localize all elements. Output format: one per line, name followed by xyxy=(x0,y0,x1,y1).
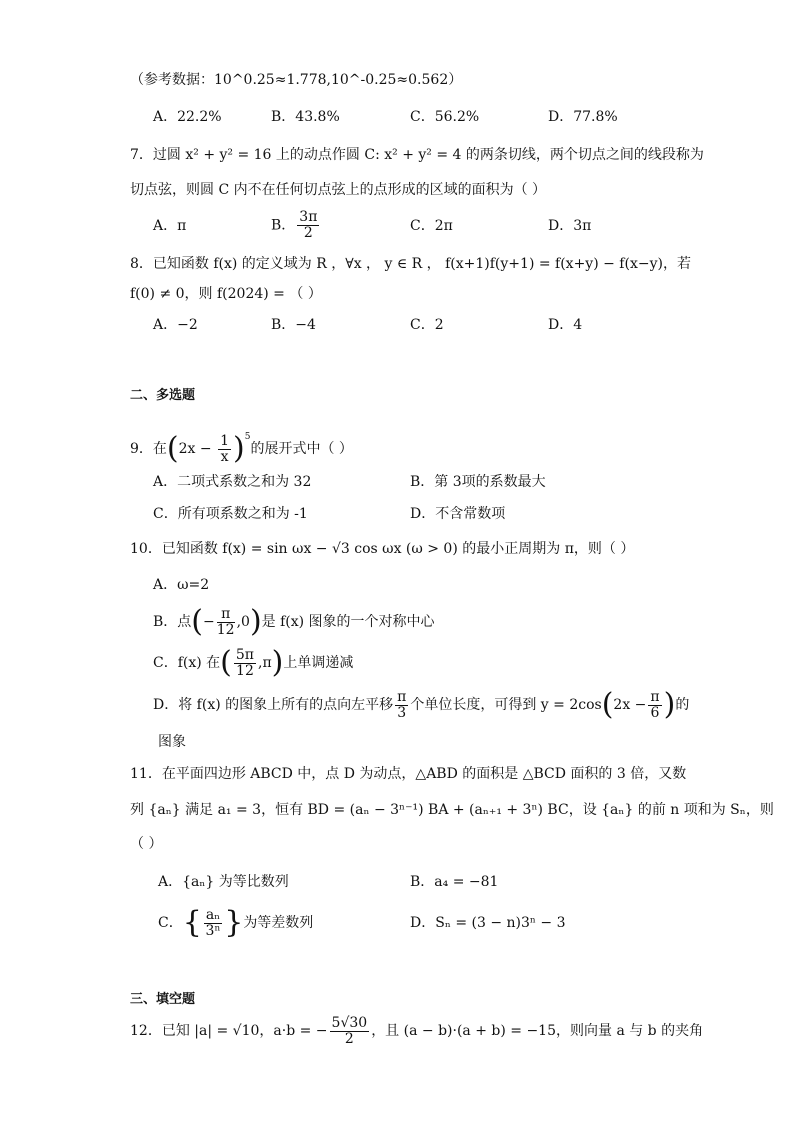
q10-option-d-fraction xyxy=(395,690,408,721)
q7-option-c: C．2π xyxy=(410,218,453,234)
fraction-numerator: 1 xyxy=(220,432,229,449)
q10-option-d-suffix: 的 xyxy=(675,697,690,713)
right-paren: ) xyxy=(233,431,245,466)
q10-option-b-prefix: B．点 xyxy=(153,614,192,630)
q12-suffix: ，且 (a − b)·(a + b) = −15，则向量 a 与 b 的夹角 xyxy=(371,1023,704,1039)
q7-option-b-label: B． xyxy=(271,217,296,234)
q10-option-c xyxy=(153,643,353,683)
q10-option-d-expr: 2x − xyxy=(613,697,647,713)
q10-option-a: A．ω=2 xyxy=(153,577,210,593)
q9-stem xyxy=(130,422,353,465)
q11-option-a: A．{aₙ} 为等比数列 xyxy=(158,874,289,890)
section-heading-multiple-choice: 二、多选题 xyxy=(130,388,196,403)
q10-option-b xyxy=(153,602,435,642)
q10-option-b-fraction xyxy=(217,607,235,638)
fraction-numerator: aₙ xyxy=(205,906,221,923)
q9-power: 5 xyxy=(244,432,251,442)
q9-option-c: C．所有项系数之和为 -1 xyxy=(153,506,308,522)
q10-option-b-tail: ,0 xyxy=(236,614,250,630)
q8-stem-line2: f(0) ≠ 0，则 f(2024) = （ ） xyxy=(130,286,322,302)
left-paren: ( xyxy=(220,645,232,680)
fraction-denominator: 12 xyxy=(216,621,235,638)
fraction-denominator: x xyxy=(220,448,229,465)
q10-option-d-fraction2 xyxy=(648,690,661,721)
q11-option-c-suffix: 为等差数列 xyxy=(243,915,314,931)
q7-stem-line1: 7．过圆 x² + y² = 16 上的动点作圆 C: x² + y² = 4 的两条切线，两个切点之间的线段称为 xyxy=(130,147,704,163)
minus-sign: − xyxy=(203,614,215,630)
left-brace: { xyxy=(182,905,202,940)
q11-stem-line2: 列 {aₙ} 满足 a₁ = 3，恒有 BD = (aₙ − 3ⁿ⁻¹) BA + (aₙ₊₁ + 3ⁿ) BC，设 {aₙ} 的前 n 项和为 Sₙ，则 xyxy=(130,802,774,818)
right-brace: } xyxy=(224,905,244,940)
q9-option-b: B．第 3项的系数最大 xyxy=(410,474,546,490)
q7-option-a: A．π xyxy=(153,218,187,234)
left-paren: ( xyxy=(166,431,179,466)
fraction-denominator: 2 xyxy=(303,225,313,241)
fraction-numerator: π xyxy=(397,688,407,705)
fraction-denominator: 2 xyxy=(344,1030,354,1047)
q6-option-d: D．77.8% xyxy=(548,109,618,125)
q7-stem-line2: 切点弦，则圆 C 内不在任何切点弦上的点形成的区域的面积为（ ） xyxy=(130,182,547,198)
fraction-numerator: 3π xyxy=(299,209,318,225)
section-heading-fill-in: 三、填空题 xyxy=(130,992,196,1007)
q8-option-c: C．2 xyxy=(410,317,444,333)
q10-stem: 10．已知函数 f(x) = sin ωx − √3 cos ωx (ω > 0) 的最小正周期为 π，则（ ） xyxy=(130,541,635,557)
q10-option-c-tail: ,π xyxy=(258,655,272,671)
right-paren: ) xyxy=(249,604,262,639)
q11-option-c-fraction xyxy=(204,908,222,939)
fraction-numerator: π xyxy=(650,688,660,705)
q10-option-c-fraction xyxy=(234,648,256,679)
right-paren: ) xyxy=(271,645,284,680)
q9-option-d: D．不含常数项 xyxy=(410,506,506,522)
fraction-numerator: π xyxy=(217,607,235,623)
q9-expr: 2x − xyxy=(178,441,217,457)
right-paren: ) xyxy=(663,687,676,722)
q11-option-c-prefix: C． xyxy=(158,915,183,931)
q10-option-b-suffix: 是 f(x) 图象的一个对称中心 xyxy=(261,614,435,630)
fraction-denominator: 6 xyxy=(650,704,660,721)
q6-option-a: A．22.2% xyxy=(153,109,222,125)
q12-stem xyxy=(130,1014,703,1048)
q10-option-d-mid: 个单位长度，可得到 y = 2cos xyxy=(410,697,602,713)
q11-option-b: B．a₄ = −81 xyxy=(410,874,499,890)
fraction-numerator: 5π xyxy=(235,646,254,663)
q7-option-d: D．3π xyxy=(548,218,592,234)
fraction-denominator: 12 xyxy=(236,662,254,679)
reference-data-note: （参考数据：10^0.25≈1.778,10^-0.25≈0.562） xyxy=(130,72,463,88)
q10-option-c-prefix: C．f(x) 在 xyxy=(153,655,221,671)
q11-stem-line3: （ ） xyxy=(130,836,163,852)
q10-option-c-suffix: 上单调递减 xyxy=(283,655,354,671)
q9-option-a: A．二项式系数之和为 32 xyxy=(153,474,312,490)
q10-option-d-prefix: D．将 f(x) 的图象上所有的点向左平移 xyxy=(153,697,394,713)
q10-option-d-line2: 图象 xyxy=(158,734,186,750)
q8-stem-line1: 8．已知函数 f(x) 的定义域为 R ，∀x ， y ∈ R ， f(x+1)f(y+1) = f(x+y) − f(x−y)，若 xyxy=(130,256,691,272)
q7-option-b-fraction xyxy=(297,210,319,241)
q11-option-c xyxy=(158,903,313,943)
q10-option-d xyxy=(153,685,689,725)
q9-prefix: 9．在 xyxy=(130,441,167,457)
q6-option-b: B．43.8% xyxy=(271,109,340,125)
q12-prefix: 12．已知 |a| = √10，a·b = − xyxy=(130,1023,328,1039)
q8-option-b: B．−4 xyxy=(271,317,316,333)
q12-fraction xyxy=(330,1016,370,1047)
q11-option-d: D．Sₙ = (3 − n)3ⁿ − 3 xyxy=(410,915,566,931)
left-paren: ( xyxy=(191,604,204,639)
q6-option-c: C．56.2% xyxy=(410,109,480,125)
fraction-denominator: 3ⁿ xyxy=(205,922,221,939)
q11-stem-line1: 11．在平面四边形 ABCD 中，点 D 为动点，△ABD 的面积是 △BCD 面积的 3 倍，又数 xyxy=(130,766,687,782)
q9-fraction xyxy=(218,434,231,465)
q8-option-a: A．−2 xyxy=(153,317,198,333)
fraction-denominator: 3 xyxy=(397,704,407,721)
q9-suffix: 的展开式中（ ） xyxy=(250,441,353,457)
left-paren: ( xyxy=(601,687,614,722)
q7-option-b xyxy=(271,210,321,241)
fraction-numerator: 5√30 xyxy=(331,1014,368,1031)
q8-option-d: D．4 xyxy=(548,317,583,333)
